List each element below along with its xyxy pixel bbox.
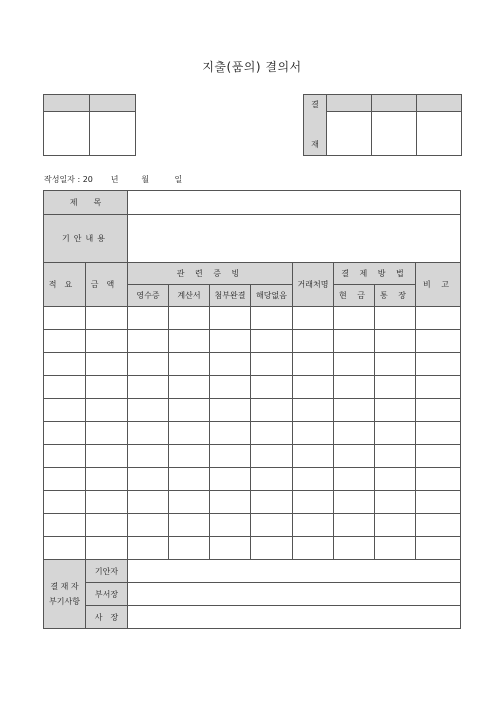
table-cell[interactable]: [375, 376, 416, 399]
table-cell[interactable]: [375, 537, 416, 560]
table-cell[interactable]: [44, 514, 86, 537]
table-cell[interactable]: [416, 468, 461, 491]
table-cell[interactable]: [210, 422, 251, 445]
table-cell[interactable]: [416, 491, 461, 514]
table-row: [44, 422, 461, 445]
table-cell[interactable]: [334, 491, 375, 514]
receipt-header: 영수증: [128, 285, 169, 307]
table-cell[interactable]: [44, 537, 86, 560]
table-cell[interactable]: [210, 376, 251, 399]
invoice-header: 계산서: [169, 285, 210, 307]
approval-box-right: [303, 94, 462, 156]
approval-header-cell: [372, 95, 417, 112]
table-row: [44, 376, 461, 399]
approval-sign-cell[interactable]: [44, 112, 90, 156]
table-cell[interactable]: [375, 491, 416, 514]
table-cell[interactable]: [128, 514, 169, 537]
approval-header-cell: [44, 95, 90, 112]
table-cell[interactable]: [210, 307, 251, 330]
footer-side-label-1: 결 재 자: [50, 582, 79, 591]
cash-header: 현 금: [334, 285, 375, 307]
table-cell[interactable]: [86, 514, 128, 537]
table-row: [44, 514, 461, 537]
table-cell[interactable]: [169, 376, 210, 399]
table-cell[interactable]: [334, 307, 375, 330]
table-cell[interactable]: [334, 445, 375, 468]
amount-header: 금액: [86, 263, 128, 307]
footer-side-label-2: 부기사항: [49, 597, 80, 606]
vendor-header: 거래처명: [293, 263, 334, 307]
table-cell[interactable]: [128, 445, 169, 468]
table-cell[interactable]: [44, 468, 86, 491]
table-cell[interactable]: [416, 537, 461, 560]
table-cell[interactable]: [293, 353, 334, 376]
table-cell[interactable]: [44, 376, 86, 399]
table-cell[interactable]: [128, 353, 169, 376]
approval-header-cell: [90, 95, 136, 112]
table-cell[interactable]: [128, 307, 169, 330]
document-title: 지출(품의) 결의서: [202, 60, 302, 74]
attached-header: 첨부완결: [210, 285, 251, 307]
table-cell[interactable]: [416, 353, 461, 376]
table-cell[interactable]: [375, 353, 416, 376]
table-row: [44, 399, 461, 422]
subject-label: 제 목: [44, 191, 128, 215]
table-cell[interactable]: [334, 330, 375, 353]
table-cell[interactable]: [169, 468, 210, 491]
table-row: [44, 468, 461, 491]
table-cell[interactable]: [334, 537, 375, 560]
table-cell[interactable]: [416, 376, 461, 399]
table-cell[interactable]: [86, 399, 128, 422]
expense-table: [43, 190, 461, 629]
table-cell[interactable]: [375, 330, 416, 353]
table-cell[interactable]: [293, 468, 334, 491]
table-cell[interactable]: [44, 399, 86, 422]
remarks-header: 비 고: [416, 263, 461, 307]
table-cell[interactable]: [375, 422, 416, 445]
table-cell[interactable]: [334, 422, 375, 445]
bank-header: 통 장: [375, 285, 416, 307]
table-cell[interactable]: [169, 399, 210, 422]
table-cell[interactable]: [169, 422, 210, 445]
president-field[interactable]: [128, 606, 461, 629]
table-cell[interactable]: [251, 422, 293, 445]
table-cell[interactable]: [210, 330, 251, 353]
table-cell[interactable]: [293, 514, 334, 537]
table-cell[interactable]: [210, 399, 251, 422]
table-cell[interactable]: [251, 514, 293, 537]
table-cell[interactable]: [334, 468, 375, 491]
table-row: [44, 330, 461, 353]
table-cell[interactable]: [128, 537, 169, 560]
table-cell[interactable]: [128, 330, 169, 353]
table-cell[interactable]: [128, 376, 169, 399]
summary-header: 적요: [44, 263, 86, 307]
date-day-label: 일: [174, 175, 183, 184]
table-cell[interactable]: [251, 330, 293, 353]
drafter-label: 기안자: [86, 560, 128, 583]
table-cell[interactable]: [416, 399, 461, 422]
table-row: [44, 537, 461, 560]
table-cell[interactable]: [169, 353, 210, 376]
table-cell[interactable]: [334, 399, 375, 422]
table-cell[interactable]: [416, 422, 461, 445]
approval-header-cell: [417, 95, 462, 112]
table-cell[interactable]: [210, 353, 251, 376]
draft-content-label: 기안내용: [44, 215, 128, 263]
table-cell[interactable]: [86, 422, 128, 445]
table-cell[interactable]: [334, 514, 375, 537]
table-cell[interactable]: [44, 491, 86, 514]
table-row: [44, 307, 461, 330]
table-cell[interactable]: [44, 307, 86, 330]
table-cell[interactable]: [251, 491, 293, 514]
table-cell[interactable]: [169, 330, 210, 353]
evidence-group-header: 관 련 증 빙: [128, 263, 293, 285]
table-cell[interactable]: [375, 399, 416, 422]
table-row: [44, 491, 461, 514]
table-cell[interactable]: [251, 468, 293, 491]
table-cell[interactable]: [334, 353, 375, 376]
table-cell[interactable]: [293, 537, 334, 560]
table-cell[interactable]: [210, 514, 251, 537]
table-cell[interactable]: [128, 422, 169, 445]
table-cell[interactable]: [251, 399, 293, 422]
table-cell[interactable]: [416, 330, 461, 353]
table-cell[interactable]: [293, 445, 334, 468]
dept-head-label: 부서장: [86, 583, 128, 606]
table-cell[interactable]: [44, 353, 86, 376]
date-month-label: 월: [141, 175, 150, 184]
dept-head-field[interactable]: [128, 583, 461, 606]
none-header: 해당없음: [251, 285, 293, 307]
table-cell[interactable]: [128, 468, 169, 491]
table-cell[interactable]: [86, 353, 128, 376]
approval-sign-cell[interactable]: [327, 112, 372, 156]
table-cell[interactable]: [169, 491, 210, 514]
table-cell[interactable]: [293, 307, 334, 330]
table-cell[interactable]: [251, 353, 293, 376]
table-cell[interactable]: [334, 376, 375, 399]
table-cell[interactable]: [293, 376, 334, 399]
table-cell[interactable]: [375, 307, 416, 330]
table-cell[interactable]: [251, 376, 293, 399]
table-cell[interactable]: [416, 445, 461, 468]
table-cell[interactable]: [416, 514, 461, 537]
table-cell[interactable]: [293, 399, 334, 422]
table-cell[interactable]: [210, 537, 251, 560]
table-cell[interactable]: [251, 537, 293, 560]
table-cell[interactable]: [375, 445, 416, 468]
table-cell[interactable]: [210, 491, 251, 514]
approval-sign-cell[interactable]: [372, 112, 417, 156]
table-cell[interactable]: [210, 468, 251, 491]
table-cell[interactable]: [293, 491, 334, 514]
president-label: 사 장: [86, 606, 128, 629]
date-line: [44, 174, 182, 185]
table-cell[interactable]: [293, 422, 334, 445]
subject-field[interactable]: [128, 191, 461, 215]
table-cell[interactable]: [86, 307, 128, 330]
table-cell[interactable]: [416, 307, 461, 330]
footer-side-label: [44, 560, 86, 629]
table-cell[interactable]: [375, 468, 416, 491]
approval-sign-cell[interactable]: [417, 112, 462, 156]
approval-sign-cell[interactable]: [90, 112, 136, 156]
table-cell[interactable]: [86, 445, 128, 468]
entry-rows: [44, 307, 461, 560]
table-cell[interactable]: [44, 445, 86, 468]
approval-header-cell: [327, 95, 372, 112]
table-row: [44, 353, 461, 376]
table-cell[interactable]: [210, 445, 251, 468]
date-label: 작성일자 : 20: [44, 175, 93, 184]
draft-content-field[interactable]: [128, 215, 461, 263]
table-cell[interactable]: [86, 537, 128, 560]
table-cell[interactable]: [169, 445, 210, 468]
table-cell[interactable]: [169, 537, 210, 560]
table-cell[interactable]: [251, 307, 293, 330]
date-year-label: 년: [110, 175, 119, 184]
table-cell[interactable]: [86, 330, 128, 353]
table-cell[interactable]: [86, 468, 128, 491]
table-cell[interactable]: [86, 376, 128, 399]
approval-label: 결 재: [304, 95, 327, 156]
table-cell[interactable]: [128, 491, 169, 514]
table-cell[interactable]: [44, 422, 86, 445]
table-cell[interactable]: [128, 399, 169, 422]
table-cell[interactable]: [251, 445, 293, 468]
payment-group-header: 결 제 방 법: [334, 263, 416, 285]
approval-box-left: [43, 94, 136, 156]
table-cell[interactable]: [169, 307, 210, 330]
table-cell[interactable]: [375, 514, 416, 537]
table-cell[interactable]: [293, 330, 334, 353]
table-cell[interactable]: [44, 330, 86, 353]
drafter-field[interactable]: [128, 560, 461, 583]
table-row: [44, 445, 461, 468]
table-cell[interactable]: [169, 514, 210, 537]
table-cell[interactable]: [86, 491, 128, 514]
